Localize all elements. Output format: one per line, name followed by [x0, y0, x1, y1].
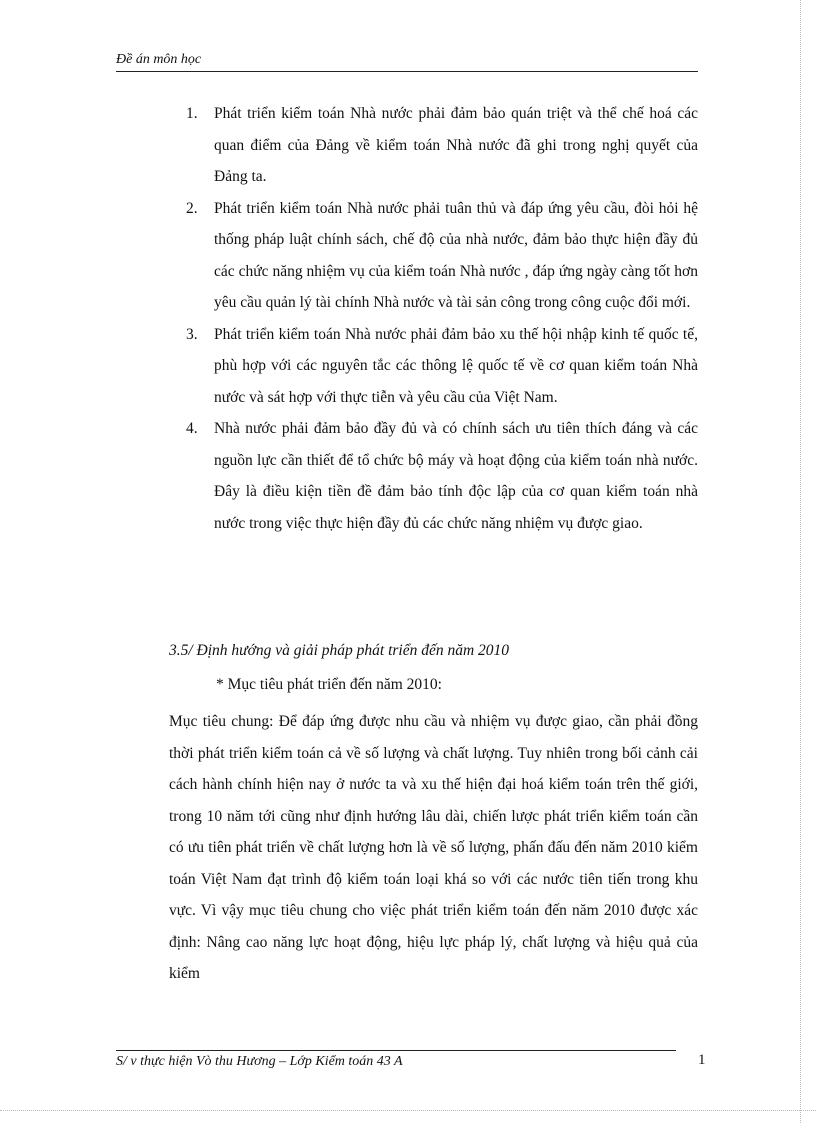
header-divider	[116, 71, 698, 72]
list-item-text: Phát triển kiểm toán Nhà nước phải đảm bảo xu thế hội nhập kinh tế quốc tế, phù hợp với các nguyên tắc các thông lệ quốc tế về cơ quan kiểm toán Nhà nước và sát hợp với thực tiễn và yêu cầu của Việt Nam.	[214, 325, 698, 406]
page-number: 1	[698, 1052, 706, 1068]
list-item-number: 4.	[186, 420, 198, 437]
list-item	[186, 319, 698, 414]
list-item-number: 3.	[186, 325, 198, 343]
list-item-text: Phát triển kiểm toán Nhà nước phải tuân thủ và đáp ứng yêu cầu, đòi hỏi hệ thống pháp luật chính sách, chế độ của nhà nước, đảm bảo thực hiện đầy đủ các chức năng nhiệm vụ của kiểm toán Nhà nước , đáp ứng ngày càng tốt hơn yêu cầu quản lý tài chính Nhà nước và tài sản công trong công cuộc đổi mới.	[214, 199, 698, 311]
list-item	[186, 413, 698, 539]
page-boundary-bottom	[0, 1110, 816, 1111]
list-item-text: Nhà nước phải đảm bảo đầy đủ và có chính sách ưu tiên thích đáng và các nguồn lực cần thiết để tổ chức bộ máy và hoạt động của kiểm toán nhà nước. Đây là điều kiện tiền đề đảm bảo tính độc lập của cơ quan kiểm toán nhà nước trong việc thực hiện đầy đủ các chức năng nhiệm vụ được giao.	[214, 420, 698, 532]
header-title: Đề án môn học	[116, 52, 202, 67]
numbered-list	[186, 98, 698, 539]
list-item	[186, 193, 698, 319]
section-subheading: * Mục tiêu phát triển đến năm 2010:	[216, 676, 442, 693]
footer-author: S/ v thực hiện Vò thu Hương – Lớp Kiểm toán 43 A	[116, 1054, 403, 1069]
list-item-number: 2.	[186, 199, 198, 217]
list-item-number: 1.	[186, 105, 198, 122]
footer-divider	[116, 1050, 676, 1051]
section-heading: 3.5/ Định hướng và giải pháp phát triển đến năm 2010	[169, 642, 510, 659]
list-item	[186, 98, 698, 193]
list-item-text: Phát triển kiểm toán Nhà nước phải đảm bảo quán triệt và thể chế hoá các quan điểm của Đảng về kiểm toán Nhà nước đã ghi trong nghị quyết của Đảng ta.	[214, 105, 698, 185]
page-boundary-right	[800, 0, 801, 1123]
body-paragraph: Mục tiêu chung: Để đáp ứng được nhu cầu và nhiệm vụ được giao, cần phải đồng thời phát triển kiểm toán cả về số lượng và chất lượng. Tuy nhiên trong bối cảnh cải cách hành chính hiện nay ở nước ta và xu thế hiện đại hoá kiểm toán trên thế giới, trong 10 năm tới cũng như định hướng lâu dài, chiến lược phát triển kiểm toán cần có ưu tiên phát triển về chất lượng hơn là về số lượng, phấn đấu đến năm 2010 kiểm toán Việt Nam đạt trình độ kiểm toán loại khá so với các nước tiên tiến trong khu vực. Vì vậy mục tiêu chung cho việc phát triển kiểm toán đến năm 2010 được xác định: Nâng cao năng lực hoạt động, hiệu lực pháp lý, chất lượng và hiệu quả của kiểm	[169, 713, 698, 982]
